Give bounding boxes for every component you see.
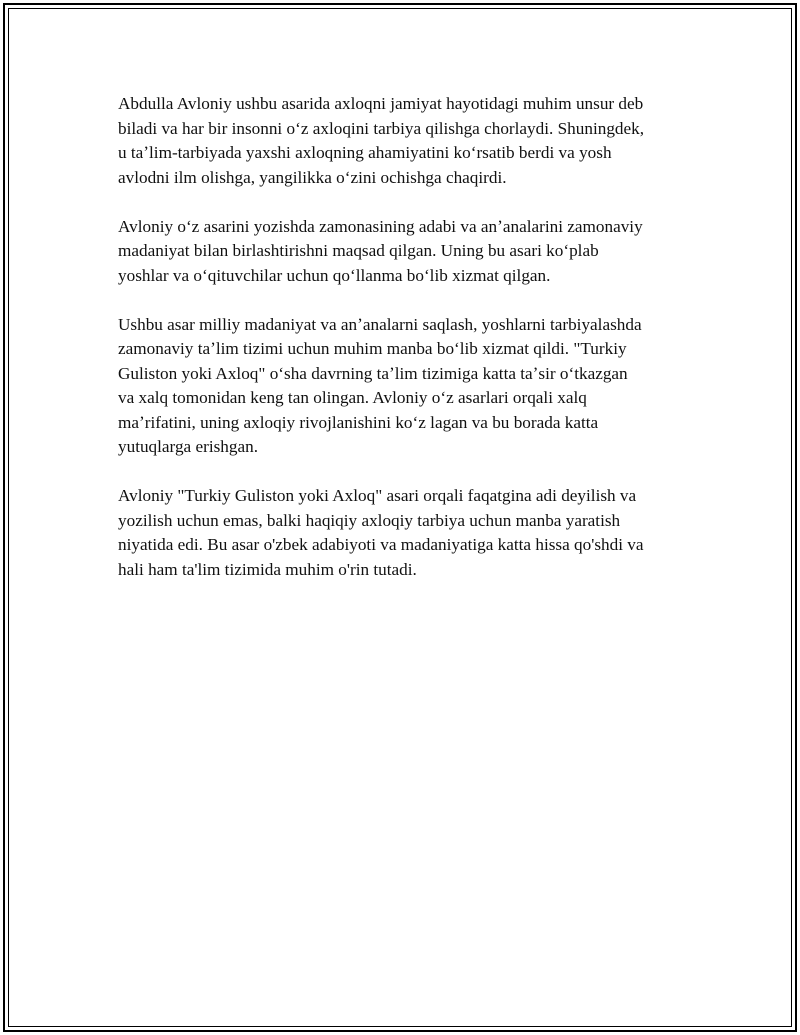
text-line: Abdulla Avloniy ushbu asarida axloqni jamiyat hayotidagi muhim unsur deb (118, 94, 644, 113)
text-line: avlodni ilm olishga, yangilikka oʻzini ochishga chaqirdi. (118, 167, 507, 187)
text-line: Guliston yoki Axloq" oʻsha davrning taʼlim tizimiga katta taʼsir oʻtkazgan (118, 363, 628, 383)
text-line: maʼrifatini, uning axloqiy rivojlanishini koʻz lagan va bu borada katta (118, 412, 599, 432)
text-line: zamonaviy taʼlim tizimi uchun muhim manba boʻlib xizmat qildi. "Turkiy (118, 339, 627, 358)
text-line: va xalq tomonidan keng tan olingan. Avloniy oʻz asarlari orqali xalq (118, 388, 587, 407)
paragraph-4 (118, 484, 692, 582)
text-line: yoshlar va oʻqituvchilar uchun qoʻllanma boʻlib xizmat qilgan. (118, 265, 551, 285)
text-line: u taʼlim-tarbiyada yaxshi axloqning ahamiyatini koʻrsatib berdi va yosh (118, 143, 612, 162)
text-line: hali ham ta'lim tizimida muhim o'rin tutadi. (118, 559, 417, 579)
text-line: niyatida edi. Bu asar o'zbek adabiyoti va madaniyatiga katta hissa qo'shdi va (118, 535, 644, 554)
paragraph-1 (118, 92, 692, 190)
text-line: Avloniy "Turkiy Guliston yoki Axloq" asari orqali faqatgina adi deyilish va (118, 486, 637, 505)
document-body (118, 92, 692, 607)
text-line: Avloniy oʻz asarini yozishda zamonasining adabi va anʼanalarini zamonaviy (118, 216, 643, 236)
text-line: yutuqlarga erishgan. (118, 437, 259, 456)
text-line: biladi va har bir insonni oʻz axloqini tarbiya qilishga chorlaydi. Shuningdek, (118, 118, 645, 138)
text-line: Ushbu asar milliy madaniyat va anʼanalarni saqlash, yoshlarni tarbiyalashda (118, 314, 642, 334)
text-line: yozilish uchun emas, balki haqiqiy axloqiy tarbiya uchun manba yaratish (118, 510, 621, 530)
paragraph-3 (118, 313, 692, 460)
paragraph-2 (118, 215, 692, 289)
text-line: madaniyat bilan birlashtirishni maqsad qilgan. Uning bu asari koʻplab (118, 241, 599, 260)
